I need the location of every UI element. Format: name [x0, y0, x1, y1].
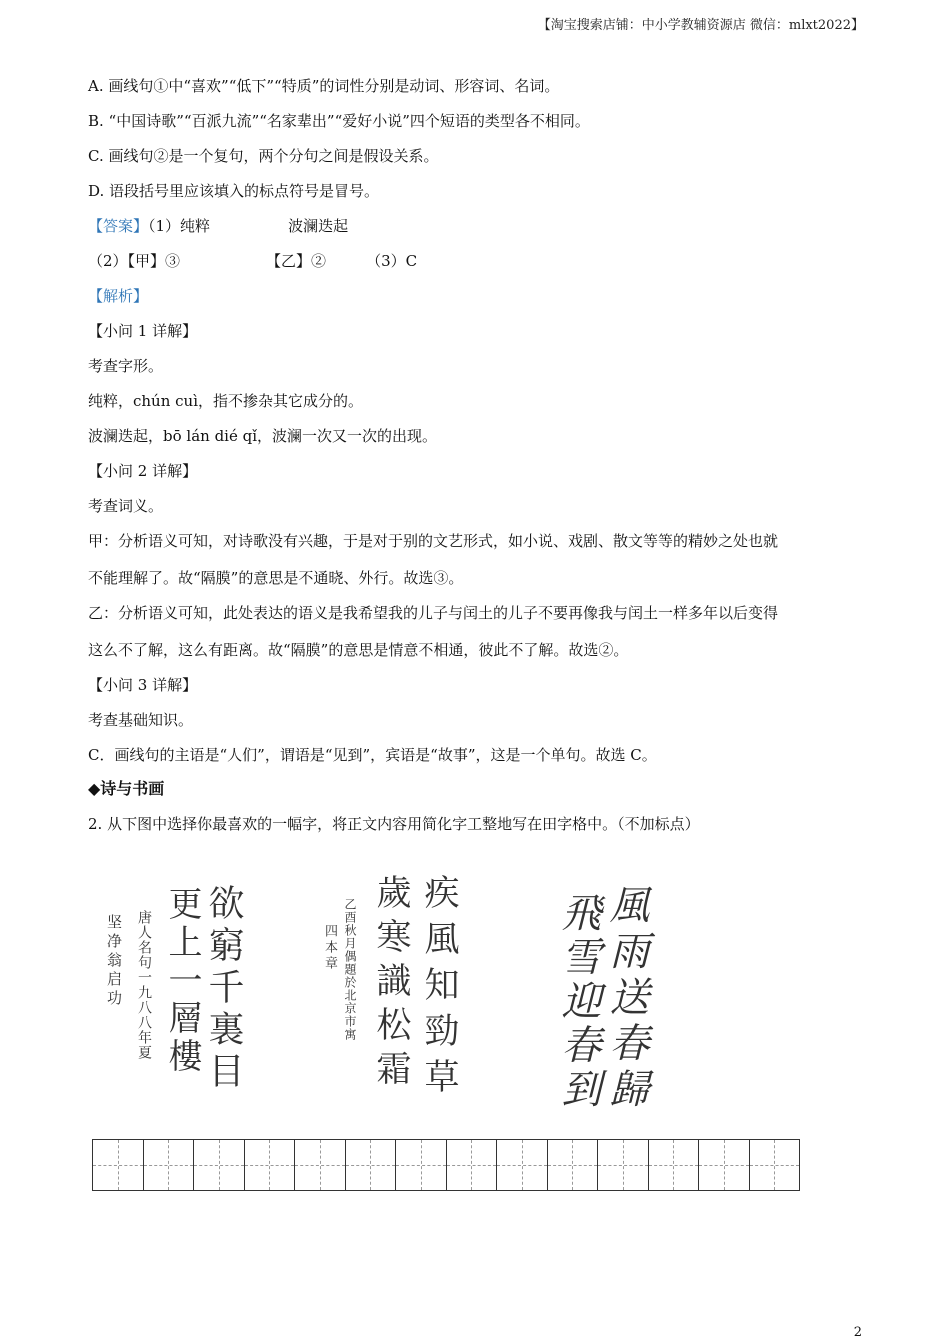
page-header: 【淘宝搜索店铺：中小学教辅资源店 微信：mlxt2022】: [537, 18, 864, 33]
answer-q1-part2: 波澜迭起: [288, 217, 349, 235]
answer-q2-part1: （2）【甲】③: [88, 252, 181, 270]
grid-cell[interactable]: [447, 1139, 498, 1191]
grid-cell[interactable]: [497, 1139, 548, 1191]
answer-label: 【答案】: [88, 217, 149, 235]
option-a: A. 画线句①中“喜欢”“低下”“特质”的词性分别是动词、形容词、名词。: [88, 77, 560, 95]
work3-column-1: 風雨送春歸: [603, 884, 649, 1114]
option-d: D. 语段括号里应该填入的标点符号是冒号。: [88, 182, 380, 200]
grid-cell[interactable]: [93, 1139, 144, 1191]
q1-title: 【小问 1 详解】: [88, 322, 198, 340]
q2-line-5: 这么不了解，这么有距离。故“隔膜”的意思是情意不相通，彼此不了解。故选②。: [88, 641, 629, 659]
answer-q3: （3）C: [366, 252, 418, 270]
grid-cell[interactable]: [295, 1139, 346, 1191]
grid-cell[interactable]: [649, 1139, 700, 1191]
grid-cell[interactable]: [548, 1139, 599, 1191]
work2-inscription: 乙酉秋月偶題於北京市寓: [343, 898, 357, 1041]
q3-line-1: 考查基础知识。: [88, 711, 194, 729]
question-2: 2. 从下图中选择你最喜欢的一幅字，将正文内容用简化字工整地写在田字格中。（不加标点）: [88, 815, 700, 833]
q1-line-1: 考查字形。: [88, 357, 164, 375]
answer-q2-part2: 【乙】②: [266, 252, 327, 270]
q2-line-2: 甲：分析语义可知，对诗歌没有兴趣，于是对于别的文艺形式，如小说、戏剧、散文等等的精妙之处也就: [88, 532, 779, 550]
q3-line-2: C．画线句的主语是“人们”，谓语是“见到”，宾语是“故事”，这是一个单句。故选 C。: [88, 746, 657, 764]
q3-title: 【小问 3 详解】: [88, 676, 198, 694]
option-c: C. 画线句②是一个复句，两个分句之间是假设关系。: [88, 147, 439, 165]
answer-line-2: [88, 251, 417, 271]
q2-line-3: 不能理解了。故“隔膜”的意思是不通晓、外行。故选③。: [88, 569, 464, 587]
work1-inscription: 唐人名句一九八八年夏: [136, 910, 152, 1060]
q2-line-4: 乙：分析语义可知，此处表达的语义是我希望我的儿子与闰土的儿子不要再像我与闰土一样多年以后变得: [88, 604, 779, 622]
q1-line-2: 纯粹，chún cuì，指不掺杂其它成分的。: [88, 392, 364, 410]
work1-column-2: 更上一層樓: [162, 886, 202, 1076]
q1-line-3: 波澜迭起，bō lán dié qǐ，波澜一次又一次的出现。: [88, 427, 438, 445]
section-title: ◆诗与书画: [88, 779, 165, 798]
option-b: B. “中国诗歌”“百派九流”“名家辈出”“爱好小说”四个短语的类型各不相同。: [88, 112, 590, 130]
work2-column-1: 疾風知勁草: [419, 874, 459, 1104]
work1-column-1: 欲窮千裏目: [203, 884, 244, 1094]
tianzige-grid: [92, 1139, 800, 1191]
q2-title: 【小问 2 详解】: [88, 462, 198, 480]
grid-cell[interactable]: [346, 1139, 397, 1191]
answer-line-1: [88, 216, 348, 236]
grid-cell[interactable]: [750, 1139, 801, 1191]
page-number: 2: [853, 1325, 862, 1340]
analysis-label: 【解析】: [88, 287, 149, 305]
grid-cell[interactable]: [194, 1139, 245, 1191]
work1-signature: 坚净翁启功: [105, 914, 123, 1009]
work3-column-2: 飛雪迎春到: [555, 892, 601, 1112]
work2-signature: 四本章: [322, 924, 337, 972]
grid-cell[interactable]: [144, 1139, 195, 1191]
grid-cell[interactable]: [396, 1139, 447, 1191]
grid-cell[interactable]: [245, 1139, 296, 1191]
answer-q1-part1: （1）纯粹: [148, 217, 211, 235]
work2-column-2: 歲寒識松霜: [371, 874, 411, 1094]
grid-cell[interactable]: [699, 1139, 750, 1191]
grid-cell[interactable]: [598, 1139, 649, 1191]
q2-line-1: 考查词义。: [88, 497, 164, 515]
